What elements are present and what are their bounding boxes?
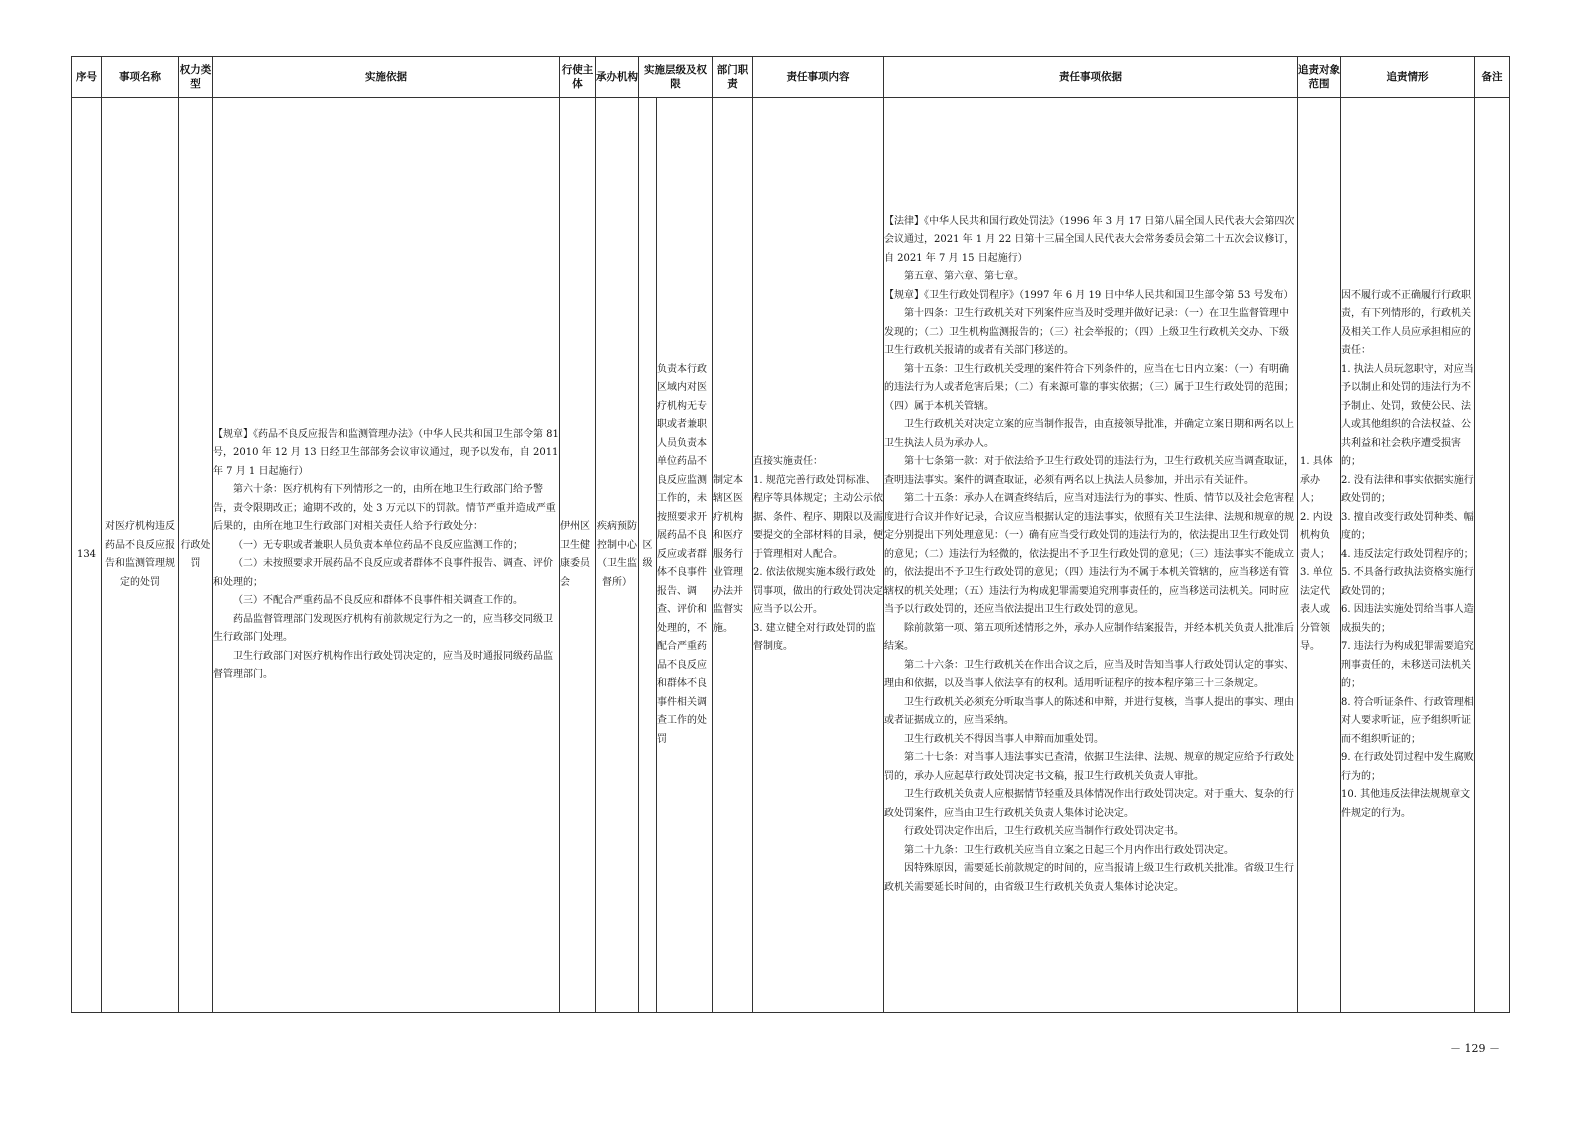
header-type: 权力类型 [179, 57, 213, 98]
basis-paragraph: （三）不配合严重药品不良反应和群体不良事件相关调查工作的。 [233, 595, 523, 606]
resp-basis-paragraph: 【规章】《卫生行政处罚程序》（1997 年 6 月 19 日中华人民共和国卫生部令第 53 号发布） [884, 289, 1294, 301]
resp-content-line: 2. 依法依规实施本级行政处罚事项，做出的行政处罚决定应当予以公开。 [753, 567, 883, 616]
resp-basis-paragraph: 第二十七条：对当事人违法事实已查清，依据卫生法律、法规、规章的规定应给予行政处罚的，承办人应起草行政处罚决定书文稿，报卫生行政机关负责人审批。 [884, 752, 1294, 782]
situation-line: 2. 没有法律和事实依据实施行政处罚的； [1341, 474, 1474, 505]
cell-org: 疾病预防控制中心（卫生监督所） [596, 98, 639, 1013]
cell-resp-basis [884, 98, 1298, 1013]
cell-power-type: 行政处罚 [179, 98, 213, 1013]
cell-basis [213, 98, 560, 1013]
basis-paragraph: 卫生行政部门对医疗机构作出行政处罚决定的，应当及时通报同级药品监督管理部门。 [213, 650, 553, 680]
cell-item-name: 对医疗机构违反药品不良反应报告和监测管理规定的处罚 [102, 98, 179, 1013]
basis-paragraph: 第六十条：医疗机构有下列情形之一的，由所在地卫生行政部门给予警告，责令限期改正；逾期不改的，处 3 万元以下的罚款。情节严重并造成严重后果的，由所在地卫生行政部门对相关责任人给予行政处分： [213, 484, 556, 532]
situation-line: 因不履行或不正确履行行政职责，有下列情形的，行政机关及相关工作人员应承担相应的责任： [1341, 289, 1471, 357]
scope-line: 1. 具体承办人； [1300, 456, 1333, 505]
header-resp-basis: 责任事项依据 [884, 57, 1298, 98]
basis-paragraph: （二）未按照要求开展药品不良反应或者群体不良事件报告、调查、评价和处理的； [213, 558, 553, 588]
situation-line: 5. 不具备行政执法资格实施行政处罚的； [1341, 567, 1474, 597]
cell-subject: 伊州区卫生健康委员会 [560, 98, 596, 1013]
resp-basis-paragraph: 除前款第一项、第五项所述情形之外，承办人应制作结案报告，并经本机关负责人批准后结案。 [884, 622, 1294, 653]
cell-remark [1475, 98, 1510, 1013]
situation-line: 9. 在行政处罚过程中发生腐败行为的； [1341, 752, 1474, 782]
header-dept: 部门职责 [713, 57, 753, 98]
situation-line: 3. 擅自改变行政处罚种类、幅度的； [1341, 511, 1474, 542]
resp-basis-paragraph: 第二十五条：承办人在调查终结后，应当对违法行为的事实、性质、情节以及社会危害程度进行合议并作好记录，合议应当根据认定的违法事实，依照有关卫生法律、法规和规章的规定分别提出下列处理意见：（一）确有应当受行政处罚的违法行为的，依法提出卫生行政处罚的意见；（二）违法行为轻微的，依法提出不予卫生行政处罚的意见；（三）违法事实不能成立的，依法提出不予卫生行政处罚的意见；（四）违法行为不属于本机关管辖的，应当移送有管辖权的机关处理；（五）违法行为构成犯罪需要追究刑事责任的，应当移送司法机关。同时应当予以行政处罚的，还应当依法提出卫生行政处罚的意见。 [884, 493, 1294, 616]
situation-line: 7. 违法行为构成犯罪需要追究刑事责任的，未移送司法机关的； [1341, 641, 1474, 690]
cell-level: 区级 [639, 98, 657, 1013]
resp-basis-paragraph: 卫生行政机关负责人应根据情节轻重及具体情况作出行政处罚决定。对于重大、复杂的行政处罚案件，应当由卫生行政机关负责人集体讨论决定。 [884, 789, 1294, 819]
header-level: 实施层级及权限 [639, 57, 713, 98]
situation-line: 8. 符合听证条件、行政管理相对人要求听证，应予组织听证而不组织听证的； [1341, 696, 1474, 745]
cell-situation [1341, 98, 1475, 1013]
cell-level-desc: 负责本行政区域内对医疗机构无专职或者兼职人员负责本单位药品不良反应监测工作的，未按照要求开展药品不良反应或者群体不良事件报告、调查、评价和处理的，不配合严重药品不良反应和群体不良事件相关调查工作的处罚 [657, 98, 713, 1013]
header-basis: 实施依据 [213, 57, 560, 98]
resp-basis-paragraph: 第十四条：卫生行政机关对下列案件应当及时受理并做好记录：（一）在卫生监督管理中发现的；（二）卫生机构监测报告的；（三）社会举报的；（四）上级卫生行政机关交办、下级卫生行政机关报请的或者有关部门移送的。 [884, 308, 1289, 357]
header-row [72, 57, 1510, 98]
scope-line: 3. 单位法定代表人或分管领导。 [1300, 567, 1333, 653]
situation-line: 1. 执法人员玩忽职守，对应当予以制止和处罚的违法行为不予制止、处罚，致使公民、法人或其他组织的合法权益、公共利益和社会秩序遭受损害的； [1341, 363, 1474, 468]
resp-basis-paragraph: 第十五条：卫生行政机关受理的案件符合下列条件的，应当在七日内立案：（一）有明确的违法行为人或者危害后果；（二）有来源可靠的事实依据；（三）属于卫生行政处罚的范围；（四）属于本机关管辖。 [884, 363, 1294, 412]
resp-basis-paragraph: 卫生行政机关不得因当事人申辩而加重处罚。 [904, 733, 1104, 745]
header-situation: 追责情形 [1341, 57, 1475, 98]
header-scope: 追责对象范围 [1298, 57, 1341, 98]
scope-line: 2. 内设机构负责人； [1300, 511, 1333, 560]
resp-content-line: 直接实施责任： [753, 456, 823, 468]
resp-basis-paragraph: 第二十九条：卫生行政机关应当自立案之日起三个月内作出行政处罚决定。 [904, 844, 1234, 856]
header-org: 承办机构 [596, 57, 639, 98]
header-name: 事项名称 [102, 57, 179, 98]
cell-seq: 134 [72, 98, 102, 1013]
table-row [72, 98, 1510, 1013]
header-seq: 序号 [72, 57, 102, 98]
situation-line: 10. 其他违反法律法规规章文件规定的行为。 [1341, 789, 1471, 819]
cell-resp-content [753, 98, 884, 1013]
resp-basis-paragraph: 第二十六条：卫生行政机关在作出合议之后，应当及时告知当事人行政处罚认定的事实、理由和依据，以及当事人依法享有的权利。适用听证程序的按本程序第三十三条规定。 [884, 659, 1294, 690]
power-list-table [71, 56, 1510, 1013]
header-subject: 行使主体 [560, 57, 596, 98]
resp-basis-paragraph: 第十七条第一款：对于依法给予卫生行政处罚的违法行为，卫生行政机关应当调查取证，查明违法事实。案件的调查取证，必须有两名以上执法人员参加，并出示有关证件。 [884, 456, 1294, 486]
resp-basis-paragraph: 卫生行政机关必须充分听取当事人的陈述和申辩，并进行复核，当事人提出的事实、理由或者证据成立的，应当采纳。 [884, 696, 1294, 727]
cell-dept: 制定本辖区医疗机构和医疗服务行业管理办法并监督实施。 [713, 98, 753, 1013]
page-number: － 129 － [1450, 1042, 1500, 1055]
basis-paragraph: 药品监督管理部门发现医疗机构有前款规定行为之一的，应当移交同级卫生行政部门处理。 [213, 613, 553, 643]
resp-basis-paragraph: 行政处罚决定作出后，卫生行政机关应当制作行政处罚决定书。 [904, 826, 1184, 838]
basis-paragraph: 【规章】《药品不良反应报告和监测管理办法》（中华人民共和国卫生部令第 81 号，2010 年 12 月 13 日经卫生部部务会议审议通过，现予以发布，自 2011 年 7 月 1 日起施行） [213, 428, 559, 477]
header-resp-content: 责任事项内容 [753, 57, 884, 98]
resp-content-line: 1. 规范完善行政处罚标准、程序等具体规定；主动公示依据、条件、程序、期限以及需要提交的全部材料的目录，便于管理相对人配合。 [753, 474, 883, 560]
situation-line: 6. 因违法实施处罚给当事人造成损失的； [1341, 604, 1474, 634]
basis-paragraph: （一）无专职或者兼职人员负责本单位药品不良反应监测工作的； [233, 539, 523, 551]
resp-basis-paragraph: 因特殊原因，需要延长前款规定的时间的，应当报请上级卫生行政机关批准。省级卫生行政机关需要延长时间的，由省级卫生行政机关负责人集体讨论决定。 [884, 863, 1294, 893]
resp-basis-paragraph: 第五章、第六章、第七章。 [904, 271, 1024, 283]
resp-content-line: 3. 建立健全对行政处罚的监督制度。 [753, 622, 876, 653]
header-remark: 备注 [1475, 57, 1510, 98]
resp-basis-paragraph: 【法律】《中华人民共和国行政处罚法》（1996 年 3 月 17 日第八届全国人民代表大会第四次会议通过，2021 年 1 月 22 日第十三届全国人民代表大会常务委员会第二十五次会议修订，自 2021 年 7 月 15 日起施行） [884, 215, 1295, 264]
resp-basis-paragraph: 卫生行政机关对决定立案的应当制作报告，由直接领导批准，并确定立案日期和两名以上卫生执法人员为承办人。 [884, 419, 1294, 449]
cell-scope [1298, 98, 1341, 1013]
situation-line: 4. 违反法定行政处罚程序的； [1341, 548, 1474, 560]
